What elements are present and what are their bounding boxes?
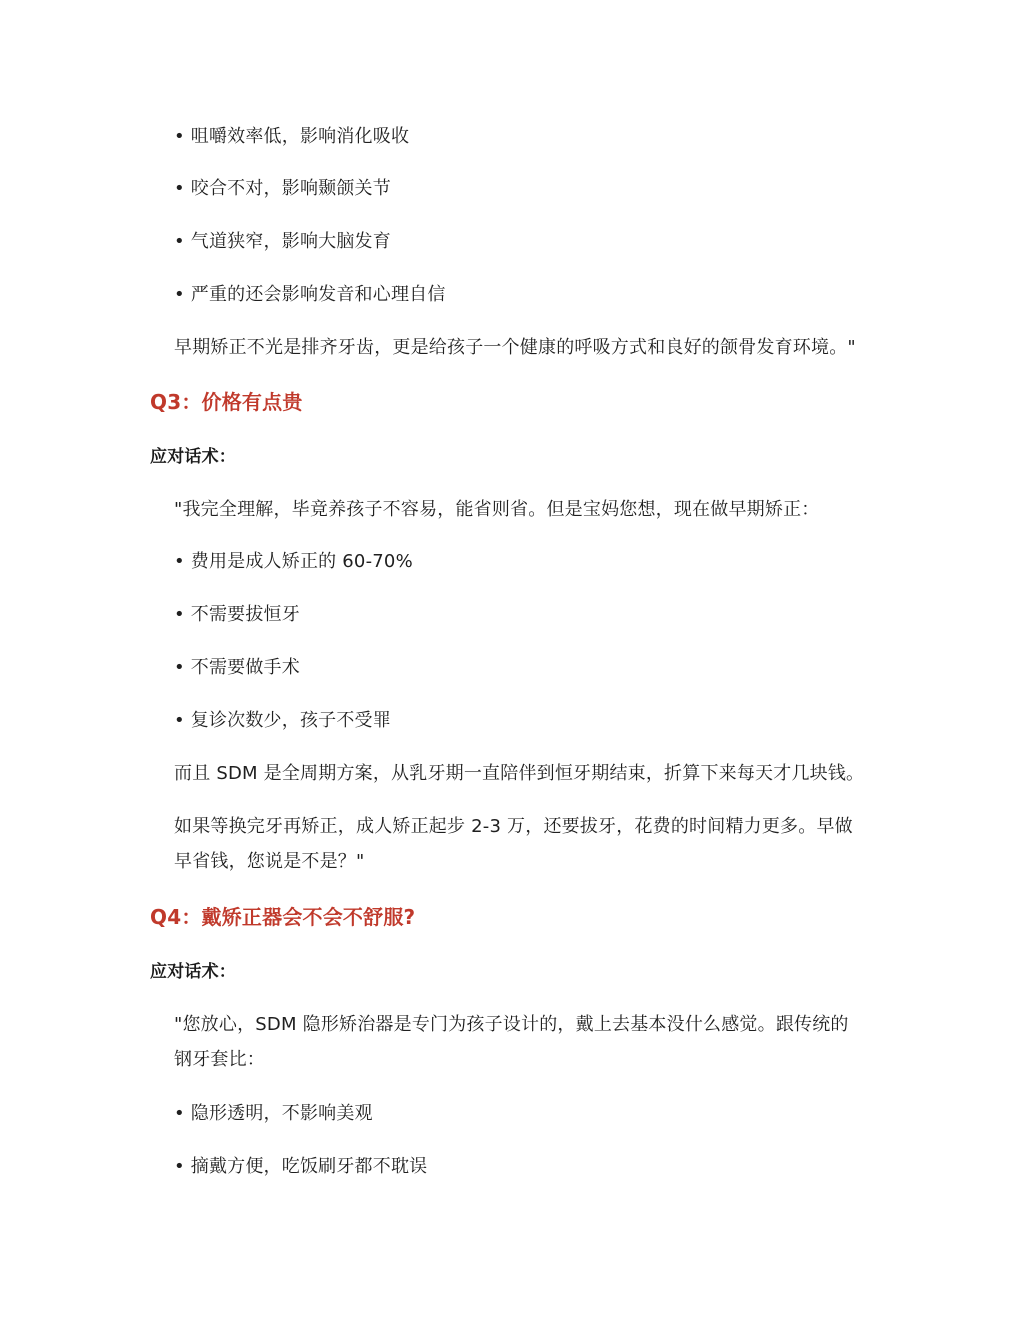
paragraph: 早期矫正不光是排齐牙齿，更是给孩子一个健康的呼吸方式和良好的颌骨发育环境。"	[174, 337, 856, 358]
paragraph: "您放心，SDM 隐形矫治器是专门为孩子设计的，戴上去基本没什么感觉。跟传统的	[174, 1014, 849, 1035]
list-item: • 隐形透明，不影响美观	[174, 1103, 373, 1124]
paragraph: "我完全理解，毕竟养孩子不容易，能省则省。但是宝妈您想，现在做早期矫正：	[174, 499, 820, 520]
list-item: • 复诊次数少，孩子不受罪	[174, 710, 391, 731]
list-item: • 摘戴方便，吃饭刷牙都不耽误	[174, 1156, 428, 1177]
paragraph: 早省钱，您说是不是？"	[174, 851, 365, 872]
list-item: • 费用是成人矫正的 60-70%	[174, 551, 413, 572]
list-item: • 咬合不对，影响颞颌关节	[174, 178, 391, 199]
list-item: • 严重的还会影响发音和心理自信	[174, 284, 446, 305]
section-label: 应对话术：	[150, 962, 236, 982]
list-item: • 咀嚼效率低，影响消化吸收	[174, 126, 410, 147]
list-item: • 不需要做手术	[174, 657, 300, 678]
section-heading: Q3：价格有点贵	[150, 390, 303, 414]
list-item: • 气道狭窄，影响大脑发育	[174, 231, 391, 252]
paragraph: 钢牙套比：	[174, 1049, 265, 1070]
paragraph: 如果等换完牙再矫正，成人矫正起步 2-3 万，还要拔牙，花费的时间精力更多。早做	[174, 816, 853, 837]
section-label: 应对话术：	[150, 447, 236, 467]
paragraph: 而且 SDM 是全周期方案，从乳牙期一直陪伴到恒牙期结束，折算下来每天才几块钱。	[174, 763, 865, 784]
list-item: • 不需要拔恒牙	[174, 604, 300, 625]
section-heading: Q4：戴矫正器会不会不舒服?	[150, 905, 416, 929]
